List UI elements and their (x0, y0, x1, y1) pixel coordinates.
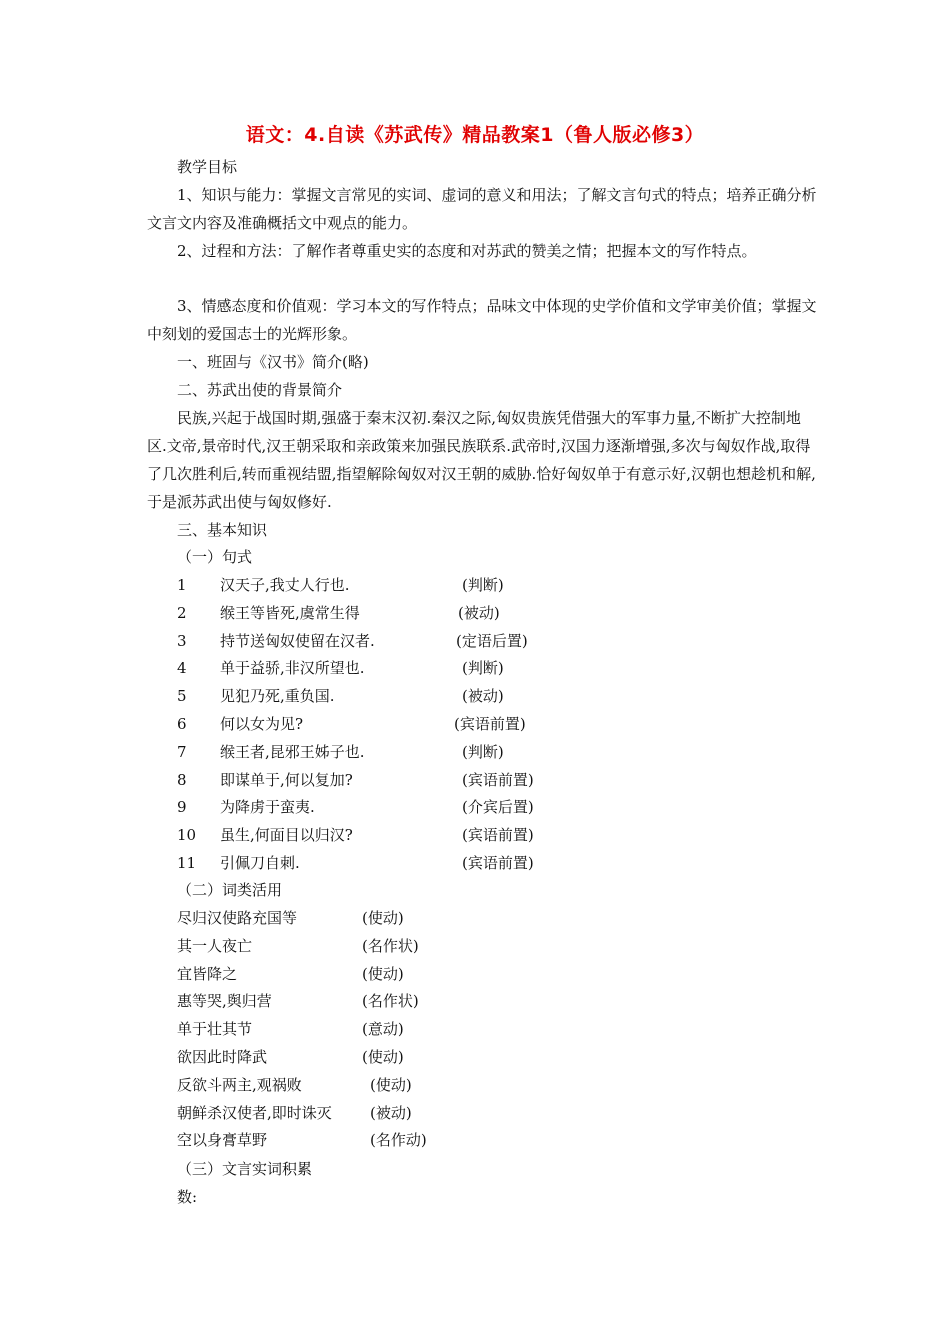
word-usage-text: 反欲斗两主,观祸败 (177, 1075, 302, 1094)
sentence-type: (宾语前置) (462, 826, 534, 845)
word-usage-type: (使动) (362, 964, 404, 983)
word-usage-type: (使动) (370, 1075, 412, 1094)
subsection-3-heading: （三）文言实词积累 (177, 1160, 313, 1178)
word-usage-text: 朝鲜杀汉使者,即时诛灭 (177, 1103, 332, 1122)
word-usage-text: 其一人夜亡 (177, 936, 253, 955)
sentence-number: 1 (177, 576, 187, 594)
sentence-text: 虽生,何面目以归汉? (220, 826, 353, 845)
sentence-type: (宾语前置) (462, 854, 534, 872)
word-usage-type: (使动) (362, 909, 404, 927)
sentence-number: 10 (177, 826, 197, 845)
subsection-1-heading: （一）句式 (177, 548, 253, 566)
document-title: 语文：4.自读《苏武传》精品教案1（鲁人版必修3） (245, 124, 705, 146)
section-1-heading: 一、班固与《汉书》简介(略) (177, 353, 369, 371)
section-2-heading: 二、苏武出使的背景简介 (177, 381, 343, 399)
word-usage-type: (名作动) (370, 1131, 427, 1150)
subsection-2-heading: （二）词类活用 (177, 881, 283, 899)
background-paragraph: 民族,兴起于战国时期,强盛于秦末汉初.秦汉之际,匈奴贵族凭借强大的军事力量,不断扩大控制地区.文帝,景帝时代,汉王朝采取和亲政策来加强民族联系.武帝时,汉国力逐渐增强,多次与匈奴作战,取得了几次胜利后,转而重视结盟,指望解除匈奴对汉王朝的威胁.恰好匈奴单于有意示好,汉朝也想趁机和解,于是派苏武出使与匈奴修好. (147, 409, 816, 511)
sentence-number: 3 (177, 631, 187, 650)
sentence-type: (判断) (462, 576, 504, 594)
goal-paragraph-2: 2、过程和方法：了解作者尊重史实的态度和对苏武的赞美之情；把握本文的写作特点。 (177, 242, 757, 260)
word-usage-text: 空以身膏草野 (177, 1131, 268, 1150)
sentence-number: 7 (177, 742, 187, 761)
goals-heading: 教学目标 (177, 158, 238, 176)
sentence-type: (宾语前置) (462, 770, 534, 789)
sentence-type: (被动) (458, 603, 500, 622)
sentence-text: 汉天子,我丈人行也. (220, 576, 350, 594)
word-usage-text: 尽归汉使路充国等 (177, 909, 298, 927)
sentence-number: 9 (177, 798, 187, 817)
word-usage-type: (名作状) (362, 936, 419, 955)
sentence-text: 缑王等皆死,虞常生得 (220, 603, 360, 622)
goal-paragraph-3: 3、情感态度和价值观：学习本文的写作特点；品味文中体现的史学价值和文学审美价值；掌握文中刻划的爱国志士的光辉形象。 (147, 297, 817, 343)
sentence-text: 见犯乃死,重负国. (220, 687, 335, 706)
sentence-type: (介宾后置) (462, 798, 534, 817)
sentence-text: 何以女为见? (220, 715, 304, 733)
word-usage-text: 单于壮其节 (177, 1020, 253, 1039)
sentence-number: 11 (177, 854, 197, 872)
sentence-text: 即谋单于,何以复加? (220, 770, 353, 789)
sentence-number: 5 (177, 687, 187, 706)
word-usage-text: 欲因此时降武 (177, 1048, 268, 1066)
word-usage-type: (被动) (370, 1103, 412, 1122)
sentence-text: 单于益骄,非汉所望也. (220, 659, 365, 678)
goal-paragraph-1: 1、知识与能力：掌握文言常见的实词、虚词的意义和用法；了解文言句式的特点；培养正确分析文言文内容及准确概括文中观点的能力。 (147, 186, 817, 232)
sentence-number: 2 (177, 603, 187, 622)
sentence-number: 4 (177, 659, 187, 678)
sentence-text: 为降虏于蛮夷. (220, 798, 315, 817)
word-usage-type: (意动) (362, 1020, 404, 1039)
word-usage-text: 惠等哭,舆归营 (177, 992, 272, 1011)
sentence-text: 引佩刀自刺. (220, 854, 300, 872)
section-3-heading: 三、基本知识 (177, 521, 268, 539)
sentence-type: (定语后置) (456, 631, 528, 650)
sentence-number: 6 (177, 715, 187, 733)
word-usage-type: (使动) (362, 1048, 404, 1066)
word-usage-type: (名作状) (362, 992, 419, 1011)
last-line: 数: (177, 1188, 198, 1206)
sentence-type: (判断) (462, 742, 504, 761)
word-usage-text: 宜皆降之 (177, 964, 238, 983)
sentence-type: (被动) (462, 687, 504, 706)
sentence-type: (宾语前置) (454, 715, 526, 733)
sentence-text: 持节送匈奴使留在汉者. (220, 631, 375, 650)
sentence-text: 缑王者,昆邪王姊子也. (220, 742, 365, 761)
sentence-number: 8 (177, 770, 187, 789)
sentence-type: (判断) (462, 659, 504, 678)
